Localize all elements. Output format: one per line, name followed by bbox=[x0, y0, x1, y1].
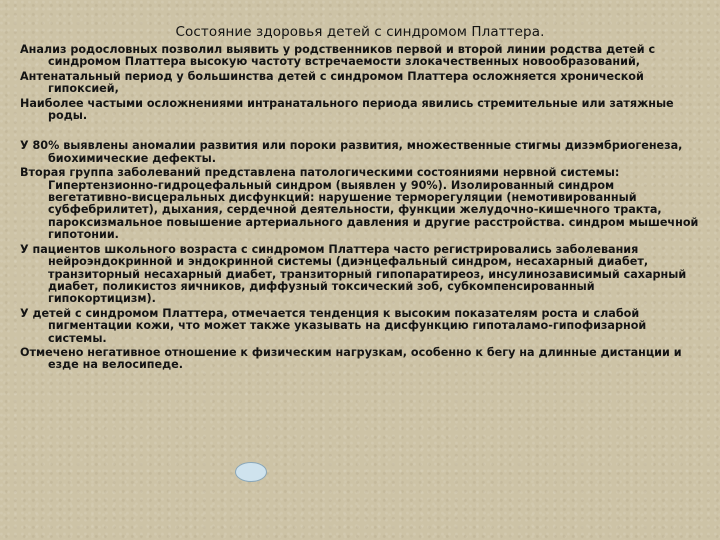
paragraph-anomalies: У 80% выявлены аномалии развития или пороки развития, множественные стигмы дизэмбриогенеза, биохимические дефекты. bbox=[20, 139, 683, 165]
slide-content bbox=[20, 44, 700, 374]
paragraph-spacer bbox=[20, 124, 700, 140]
paragraph-nervous-system: Вторая группа заболеваний представлена патологическими состояниями нервной системы: Гипертензионно-гидроцефальный синдром (выявлен у 90%). Изолированный синдром вегетативно-висцеральных дисфункций: нарушение терморегуляции (немотивированный субфебрилитет), дыхания, сердечной деятельности, функции желудочно-кишечного тракта, пароксизмальное повышение артериального давления и другие расстройства. синдром мышечной гипотонии. bbox=[20, 166, 699, 242]
paragraph-pedigree: Анализ родословных позволил выявить у родственников первой и второй линии родства детей с синдромом Платтера высокую частоту встречаемости злокачественных новообразований, bbox=[20, 43, 656, 69]
paragraph-intranatal: Наиболее частыми осложнениями интранатального периода явились стремительные или затяжные роды. bbox=[20, 96, 674, 123]
paragraph-antenatal: Антенатальный период у большинства детей с синдромом Платтера осложняется хронической гипоксией, bbox=[20, 69, 644, 96]
oval-shape bbox=[235, 462, 267, 482]
paragraph-endocrine: У пациентов школьного возраста с синдромом Платтера часто регистрировались заболевания нейроэндокринной и эндокринной системы (диэнцефальный синдром, несахарный диабет, транзиторный несахарный диабет, транзиторный гипопаратиреоз, инсулинозависимый сахарный диабет, поликистоз яичников, диффузный токсический зоб, субкомпенсированный гипокортицизм). bbox=[20, 242, 687, 306]
paragraph-physical-load: Отмечено негативное отношение к физическим нагрузкам, особенно к бегу на длинные дистанции и езде на велосипеде. bbox=[20, 345, 682, 372]
paragraph-growth: У детей с синдромом Платтера, отмечается тенденция к высоким показателям роста и слабой пигментации кожи, что может также указывать на дисфункцию гипоталамо-гипофизарной системы. bbox=[20, 306, 647, 345]
slide-title: Состояние здоровья детей с синдромом Платтера. bbox=[175, 24, 545, 40]
